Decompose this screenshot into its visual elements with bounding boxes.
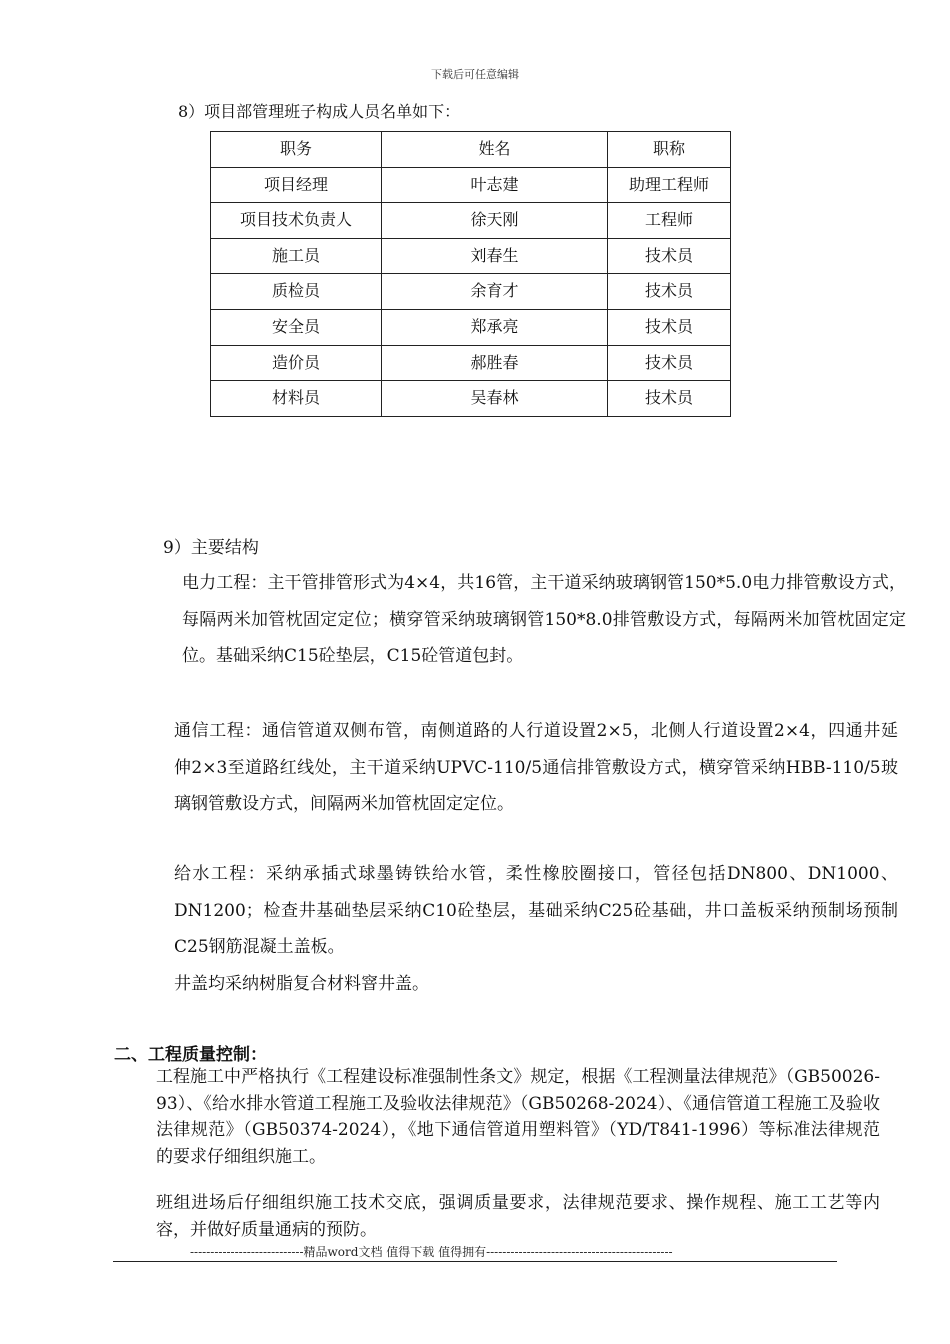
table-row: [211, 274, 731, 310]
table-header-row: [211, 132, 731, 168]
table-row: [211, 309, 731, 345]
quality-control-paragraph: 工程施工中严格执行《工程建设标准强制性条文》规定，根据《工程测量法律规范》（GB50026-93）、《给水排水管道工程施工及验收法律规范》（GB50268-2024）、《通信管道工程施工及验收法律规范》（GB50374-2024），《地下通信管道用塑料管》（YD/T841-1996）等标准法律规范的要求仔细组织施工。: [156, 1067, 880, 1167]
table-row: [211, 345, 731, 381]
team-briefing-paragraph: 班组进场后仔细组织施工技术交底，强调质量要求，法律规范要求、操作规程、施工工艺等内容，并做好质量通病的预防。: [156, 1193, 880, 1240]
power-engineering-paragraph: 电力工程：主干管排管形式为4×4，共16管，主干道采纳玻璃钢管150*5.0电力排管敷设方式，每隔两米加管枕固定定位；横穿管采纳玻璃钢管150*8.0排管敷设方式，每隔两米加管枕固定定位。基础采纳C15砼垫层，C15砼管道包封。: [182, 573, 906, 666]
table-cell: 质检员: [211, 274, 382, 310]
table-cell: 安全员: [211, 309, 382, 345]
table-cell: 助理工程师: [608, 167, 731, 203]
header-cell-name: 姓名: [382, 132, 608, 168]
table-cell: 技术员: [608, 238, 731, 274]
table-cell: 吴春林: [382, 381, 608, 417]
table-cell: 技术员: [608, 274, 731, 310]
manhole-cover-paragraph: 井盖均采纳树脂复合材料窨井盖。: [174, 974, 429, 994]
table-cell: 徐天刚: [382, 203, 608, 239]
footer-divider: [113, 1261, 837, 1262]
header-cell-position: 职务: [211, 132, 382, 168]
staff-table: [210, 131, 731, 417]
table-cell: 技术员: [608, 381, 731, 417]
table-cell: 刘春生: [382, 238, 608, 274]
table-cell: 项目经理: [211, 167, 382, 203]
table-cell: 造价员: [211, 345, 382, 381]
table-cell: 叶志建: [382, 167, 608, 203]
table-cell: 技术员: [608, 309, 731, 345]
table-cell: 余育才: [382, 274, 608, 310]
table-cell: 材料员: [211, 381, 382, 417]
table-cell: 郑承亮: [382, 309, 608, 345]
table-row: [211, 238, 731, 274]
section-9-title: 9）主要结构: [163, 538, 259, 558]
table-row: [211, 167, 731, 203]
telecom-engineering-paragraph: 通信工程：通信管道双侧布管，南侧道路的人行道设置2×5，北侧人行道设置2×4，四通井延 伸2×3至道路红线处，主干道采纳UPVC-110/5通信排管敷设方式，横穿管采纳HBB-110/5玻璃钢管敷设方式，间隔两米加管枕固定定位。: [174, 721, 915, 814]
page-header: 下载后可任意编辑: [431, 68, 519, 81]
page-footer: ----------------------------精品word文档 值得下载 值得拥有----------------------------------------------: [190, 1245, 673, 1259]
table-cell: 施工员: [211, 238, 382, 274]
table-cell: 技术员: [608, 345, 731, 381]
table-cell: 工程师: [608, 203, 731, 239]
table-cell: 项目技术负责人: [211, 203, 382, 239]
header-cell-title: 职称: [608, 132, 731, 168]
table-row: [211, 203, 731, 239]
section-2-heading: 二、工程质量控制：: [114, 1045, 267, 1065]
table-row: [211, 381, 731, 417]
section-8-title: 8）项目部管理班子构成人员名单如下：: [178, 102, 461, 121]
water-supply-paragraph: 给水工程：采纳承插式球墨铸铁给水管，柔性橡胶圈接口，管径包括DN800、DN1000、DN1200；检查井基础垫层采纳C10砼垫层，基础采纳C25砼基础，井口盖板采纳预制场预制C25钢筋混凝土盖板。: [174, 864, 898, 957]
table-cell: 郝胜春: [382, 345, 608, 381]
